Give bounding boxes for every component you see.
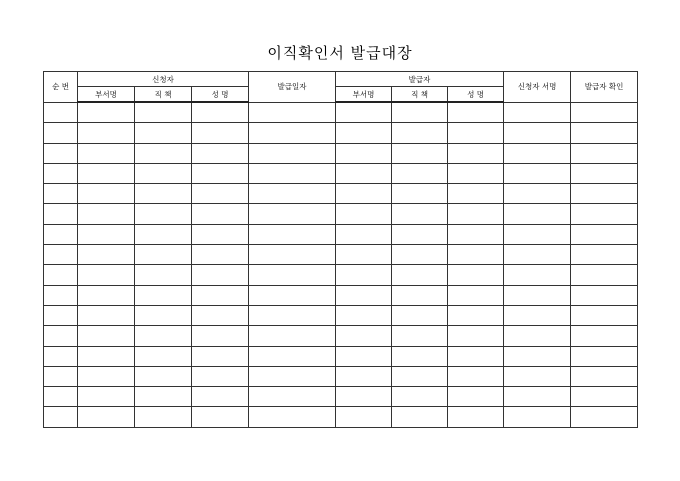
- applicant-position-cell: [135, 387, 192, 407]
- issuer-position-cell: [392, 285, 448, 305]
- table-row: [44, 204, 638, 224]
- issue-date-cell: [249, 366, 336, 386]
- header-issue-date: 발급일자: [249, 72, 336, 103]
- issuer-dept-cell: [336, 285, 392, 305]
- applicant-name-cell: [192, 163, 249, 183]
- issuer-name-cell: [448, 387, 504, 407]
- seq-cell: [44, 143, 78, 163]
- applicant-dept-cell: [78, 163, 135, 183]
- applicant-position-cell: [135, 305, 192, 325]
- issuer-position-cell: [392, 224, 448, 244]
- issue-date-cell: [249, 184, 336, 204]
- issuer-confirm-cell: [571, 245, 638, 265]
- header-applicant-dept: 부서명: [78, 87, 135, 103]
- issuer-position-cell: [392, 245, 448, 265]
- applicant-position-cell: [135, 326, 192, 346]
- table-row: [44, 265, 638, 285]
- applicant-position-cell: [135, 184, 192, 204]
- header-issuer-position: 직 책: [392, 87, 448, 103]
- issuer-name-cell: [448, 326, 504, 346]
- issuer-confirm-cell: [571, 224, 638, 244]
- issuer-dept-cell: [336, 143, 392, 163]
- issuer-name-cell: [448, 123, 504, 143]
- issuer-confirm-cell: [571, 184, 638, 204]
- applicant-position-cell: [135, 346, 192, 366]
- issuer-position-cell: [392, 387, 448, 407]
- seq-cell: [44, 407, 78, 427]
- applicant-dept-cell: [78, 387, 135, 407]
- header-issuer-dept: 부서명: [336, 87, 392, 103]
- issue-date-cell: [249, 407, 336, 427]
- applicant-position-cell: [135, 366, 192, 386]
- issuer-position-cell: [392, 407, 448, 427]
- applicant-sign-cell: [504, 305, 571, 325]
- issuer-position-cell: [392, 163, 448, 183]
- issuer-confirm-cell: [571, 346, 638, 366]
- issuer-position-cell: [392, 305, 448, 325]
- issuer-dept-cell: [336, 346, 392, 366]
- issuer-position-cell: [392, 326, 448, 346]
- issue-date-cell: [249, 163, 336, 183]
- header-issuer-name: 성 명: [448, 87, 504, 103]
- issuer-name-cell: [448, 366, 504, 386]
- table-row: [44, 285, 638, 305]
- issue-date-cell: [249, 123, 336, 143]
- issuer-name-cell: [448, 184, 504, 204]
- issue-date-cell: [249, 204, 336, 224]
- issuer-dept-cell: [336, 224, 392, 244]
- applicant-dept-cell: [78, 245, 135, 265]
- issuer-dept-cell: [336, 387, 392, 407]
- issuer-name-cell: [448, 163, 504, 183]
- applicant-sign-cell: [504, 184, 571, 204]
- header-issuer-confirm: 발급자 확인: [571, 72, 638, 103]
- applicant-dept-cell: [78, 224, 135, 244]
- applicant-sign-cell: [504, 163, 571, 183]
- seq-cell: [44, 285, 78, 305]
- applicant-sign-cell: [504, 102, 571, 123]
- issuer-dept-cell: [336, 204, 392, 224]
- applicant-name-cell: [192, 407, 249, 427]
- issuer-position-cell: [392, 366, 448, 386]
- issuer-confirm-cell: [571, 407, 638, 427]
- table-row: [44, 387, 638, 407]
- issuer-dept-cell: [336, 265, 392, 285]
- issuer-confirm-cell: [571, 387, 638, 407]
- issuer-dept-cell: [336, 305, 392, 325]
- applicant-dept-cell: [78, 184, 135, 204]
- applicant-sign-cell: [504, 265, 571, 285]
- issue-date-cell: [249, 143, 336, 163]
- applicant-name-cell: [192, 184, 249, 204]
- applicant-name-cell: [192, 102, 249, 123]
- seq-cell: [44, 123, 78, 143]
- issuer-position-cell: [392, 204, 448, 224]
- table-row: [44, 184, 638, 204]
- applicant-dept-cell: [78, 407, 135, 427]
- applicant-sign-cell: [504, 224, 571, 244]
- applicant-sign-cell: [504, 204, 571, 224]
- issuer-dept-cell: [336, 163, 392, 183]
- seq-cell: [44, 224, 78, 244]
- applicant-sign-cell: [504, 285, 571, 305]
- applicant-dept-cell: [78, 265, 135, 285]
- applicant-position-cell: [135, 407, 192, 427]
- applicant-sign-cell: [504, 123, 571, 143]
- applicant-name-cell: [192, 245, 249, 265]
- applicant-position-cell: [135, 204, 192, 224]
- table-row: [44, 224, 638, 244]
- issuer-position-cell: [392, 102, 448, 123]
- issuer-confirm-cell: [571, 123, 638, 143]
- applicant-position-cell: [135, 102, 192, 123]
- issuer-confirm-cell: [571, 163, 638, 183]
- applicant-name-cell: [192, 387, 249, 407]
- table-row: [44, 366, 638, 386]
- seq-cell: [44, 184, 78, 204]
- issue-date-cell: [249, 326, 336, 346]
- table-row: [44, 346, 638, 366]
- applicant-position-cell: [135, 245, 192, 265]
- table-row: [44, 123, 638, 143]
- issuer-confirm-cell: [571, 326, 638, 346]
- issue-date-cell: [249, 387, 336, 407]
- issuer-dept-cell: [336, 102, 392, 123]
- applicant-sign-cell: [504, 387, 571, 407]
- seq-cell: [44, 265, 78, 285]
- issue-date-cell: [249, 265, 336, 285]
- issuer-position-cell: [392, 184, 448, 204]
- applicant-name-cell: [192, 143, 249, 163]
- applicant-dept-cell: [78, 143, 135, 163]
- issuer-name-cell: [448, 265, 504, 285]
- issuer-dept-cell: [336, 245, 392, 265]
- applicant-sign-cell: [504, 326, 571, 346]
- applicant-name-cell: [192, 285, 249, 305]
- header-applicant-sign: 신청자 서명: [504, 72, 571, 103]
- applicant-sign-cell: [504, 366, 571, 386]
- applicant-position-cell: [135, 224, 192, 244]
- applicant-dept-cell: [78, 285, 135, 305]
- seq-cell: [44, 366, 78, 386]
- issuer-name-cell: [448, 407, 504, 427]
- table-row: [44, 305, 638, 325]
- issuer-dept-cell: [336, 366, 392, 386]
- issuer-name-cell: [448, 245, 504, 265]
- seq-cell: [44, 346, 78, 366]
- applicant-name-cell: [192, 366, 249, 386]
- applicant-dept-cell: [78, 123, 135, 143]
- header-issuer-group: 발급자: [336, 72, 504, 87]
- applicant-name-cell: [192, 305, 249, 325]
- issuer-position-cell: [392, 265, 448, 285]
- applicant-position-cell: [135, 265, 192, 285]
- issuer-name-cell: [448, 224, 504, 244]
- seq-cell: [44, 102, 78, 123]
- applicant-name-cell: [192, 123, 249, 143]
- issuer-position-cell: [392, 346, 448, 366]
- header-applicant-position: 직 책: [135, 87, 192, 103]
- applicant-name-cell: [192, 224, 249, 244]
- applicant-position-cell: [135, 163, 192, 183]
- issuer-name-cell: [448, 305, 504, 325]
- applicant-dept-cell: [78, 366, 135, 386]
- table-row: [44, 143, 638, 163]
- issuer-name-cell: [448, 346, 504, 366]
- applicant-dept-cell: [78, 204, 135, 224]
- issuer-dept-cell: [336, 123, 392, 143]
- applicant-position-cell: [135, 285, 192, 305]
- applicant-dept-cell: [78, 305, 135, 325]
- issuer-name-cell: [448, 143, 504, 163]
- applicant-name-cell: [192, 326, 249, 346]
- applicant-dept-cell: [78, 326, 135, 346]
- applicant-name-cell: [192, 346, 249, 366]
- issue-date-cell: [249, 346, 336, 366]
- table-row: [44, 102, 638, 123]
- table-row: [44, 163, 638, 183]
- table-row: [44, 407, 638, 427]
- document-title: 이직확인서 발급대장: [267, 44, 413, 62]
- issuer-confirm-cell: [571, 102, 638, 123]
- header-applicant-group: 신청자: [78, 72, 249, 87]
- issue-date-cell: [249, 224, 336, 244]
- applicant-name-cell: [192, 204, 249, 224]
- issuer-dept-cell: [336, 407, 392, 427]
- applicant-position-cell: [135, 143, 192, 163]
- header-applicant-name: 성 명: [192, 87, 249, 103]
- issuer-name-cell: [448, 204, 504, 224]
- issuer-confirm-cell: [571, 305, 638, 325]
- issuer-name-cell: [448, 285, 504, 305]
- seq-cell: [44, 326, 78, 346]
- issuer-confirm-cell: [571, 265, 638, 285]
- issuer-confirm-cell: [571, 285, 638, 305]
- issuer-confirm-cell: [571, 143, 638, 163]
- issuer-name-cell: [448, 102, 504, 123]
- applicant-sign-cell: [504, 245, 571, 265]
- applicant-dept-cell: [78, 346, 135, 366]
- issuer-dept-cell: [336, 326, 392, 346]
- applicant-name-cell: [192, 265, 249, 285]
- issue-date-cell: [249, 285, 336, 305]
- issuance-ledger-table: [43, 71, 638, 428]
- issue-date-cell: [249, 245, 336, 265]
- seq-cell: [44, 163, 78, 183]
- applicant-sign-cell: [504, 143, 571, 163]
- seq-cell: [44, 305, 78, 325]
- issue-date-cell: [249, 102, 336, 123]
- issuer-position-cell: [392, 143, 448, 163]
- table-row: [44, 326, 638, 346]
- issuer-confirm-cell: [571, 204, 638, 224]
- applicant-sign-cell: [504, 407, 571, 427]
- seq-cell: [44, 204, 78, 224]
- table-row: [44, 245, 638, 265]
- applicant-position-cell: [135, 123, 192, 143]
- issuer-position-cell: [392, 123, 448, 143]
- seq-cell: [44, 245, 78, 265]
- issuer-confirm-cell: [571, 366, 638, 386]
- ledger-body: [44, 102, 638, 427]
- header-seq: 순 번: [44, 72, 78, 103]
- seq-cell: [44, 387, 78, 407]
- applicant-dept-cell: [78, 102, 135, 123]
- applicant-sign-cell: [504, 346, 571, 366]
- issuer-dept-cell: [336, 184, 392, 204]
- issue-date-cell: [249, 305, 336, 325]
